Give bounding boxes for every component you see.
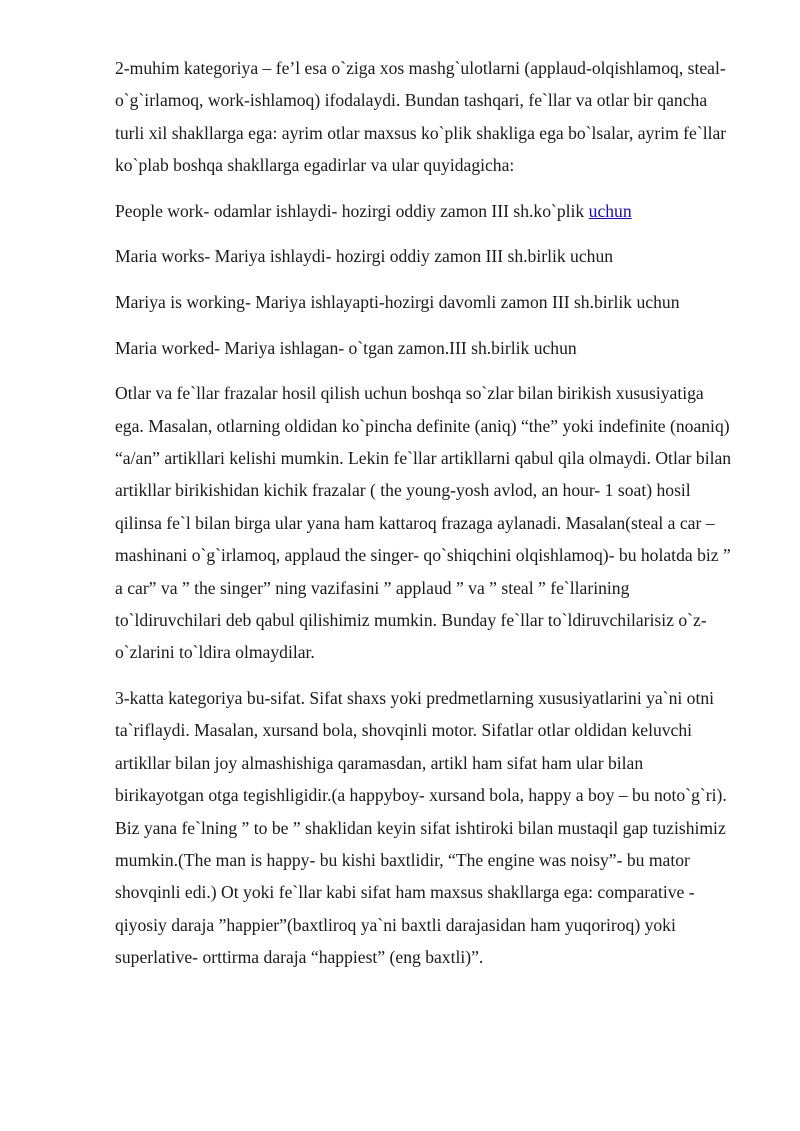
example-mariya-is-working: Mariya is working- Mariya ishlayapti-hozirgi davomli zamon III sh.birlik uchun (115, 292, 680, 312)
paragraph-verbs: 2-muhim kategoriya – fe’l esa o`ziga xos mashg`ulotlarni (applaud-olqishlamoq, steal-o`g`irlamoq, work-ishlamoq) ifodalaydi. Bundan tashqari, fe`llar va otlar bir qancha turli xil shakllarga ega: ayrim otlar maxsus ko`plik shakliga ega bo`lsalar, ayrim fe`llar ko`plab boshqa shakllarga egadirlar va ular quyidagicha: (115, 58, 727, 176)
document-body (115, 52, 735, 987)
paragraph-adjectives: 3-katta kategoriya bu-sifat. Sifat shaxs yoki predmetlarning xususiyatlarini ya`ni otni ta`riflaydi. Masalan, xursand bola, shovqinli motor. Sifatlar otlar oldidan keluvchi artikllar bilan joy almashishiga qaramasdan, artikl ham sifat ham ular bilan birikayotgan otga tegishligidir.(a happyboy- xursand bola, happy a boy – bu noto`g`ri). Biz yana fe`lning ” to be ” shaklidan keyin sifat ishtiroki bilan mustaqil gap tuzishimiz mumkin.(The man is happy- bu kishi baxtlidir, “The engine was noisy”- bu mator shovqinli edi.) Ot yoki fe`llar kabi sifat ham maxsus shakllarga ega: comparative - qiyosiy daraja ”happier”(baxtliroq ya`ni baxtli darajasidan ham yuqoriroq) yoki superlative- orttirma daraja “happiest” (eng baxtli)”. (115, 688, 727, 968)
example-text: People work- odamlar ishlaydi- hozirgi oddiy zamon III sh.ko`plik (115, 200, 589, 221)
uchun-link[interactable]: uchun (588, 200, 632, 221)
example-people-work (115, 195, 735, 227)
example-maria-worked: Maria worked- Mariya ishlagan- o`tgan zamon.III sh.birlik uchun (115, 337, 577, 358)
paragraph-phrases: Otlar va fe`llar frazalar hosil qilish uchun boshqa so`zlar bilan birikish xususiyatiga ega. Masalan, otlarning oldidan ko`pincha definite (aniq) “the” yoki indefinite (noaniq) “a/an” artikllari kelishi mumkin. Lekin fe`llar artikllarni qabul qila olmaydi. Otlar bilan artikllar birikishidan kichik frazalar ( the young-yosh avlod, an hour- 1 soat) hosil qilinsa fe`l bilan birga ular yana ham kattaroq frazaga aylanadi. Masalan(steal a car – mashinani o`g`irlamoq, applaud the singer- qo`shiqchini olqishlamoq)- bu holatda biz ” a car” va ” the singer” ning vazifasini ” applaud ” va ” steal ” fe`llarining to`ldiruvchilari deb qabul qilishimiz mumkin. Bunday fe`llar to`ldiruvchilarisiz o`z- o`zlarini to`ldira olmaydilar. (115, 383, 732, 663)
example-maria-works: Maria works- Mariya ishlaydi- hozirgi oddiy zamon III sh.birlik uchun (115, 246, 614, 267)
